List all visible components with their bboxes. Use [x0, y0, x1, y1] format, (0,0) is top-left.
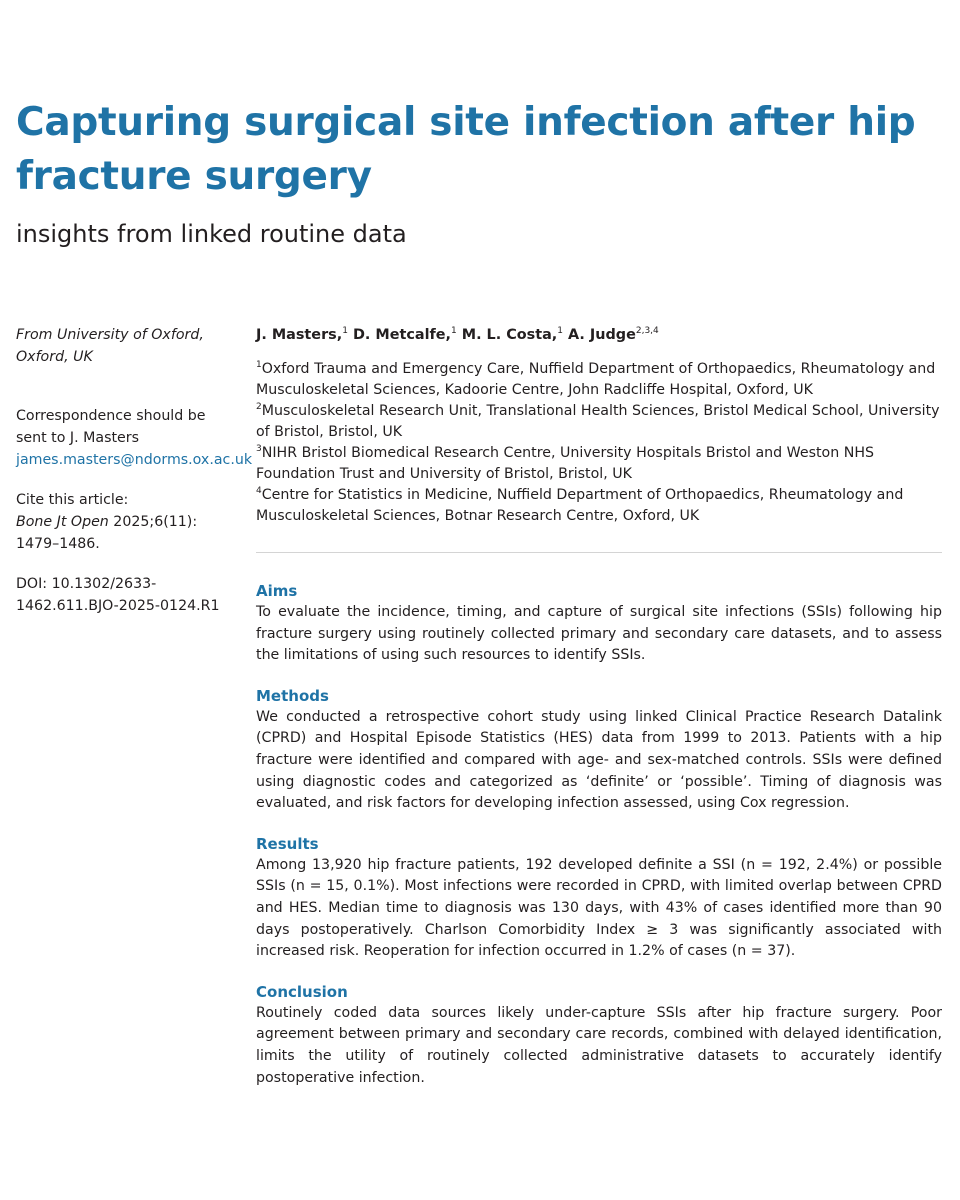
affiliation-sup: 2: [256, 402, 262, 412]
abstract-conclusion: [256, 981, 942, 1089]
affiliation-text: NIHR Bristol Biomedical Research Centre, University Hospitals Bristol and Weston NHS Foundation Trust and University of Bristol, Bristol, UK: [256, 445, 875, 482]
correspondence-email-link[interactable]: james.masters@ndorms.ox.ac.uk: [16, 452, 253, 468]
article-sidebar: [16, 324, 253, 617]
affiliation-text: Centre for Statistics in Medicine, Nuffield Department of Orthopaedics, Rheumatology and Musculoskeletal Sciences, Botnar Research Centre, Oxford, UK: [256, 487, 904, 524]
abstract: [256, 580, 942, 1107]
section-divider: [256, 552, 942, 553]
author-sup: 1: [451, 326, 457, 336]
author: M. L. Costa,: [461, 327, 558, 343]
affiliation-sup: 1: [256, 360, 262, 370]
results-text: Among 13,920 hip fracture patients, 192 developed definite a SSI (n = 192, 2.4%) or possible SSIs (n = 15, 0.1%). Most infections were recorded in CPRD, with limited overlap between CPRD and HES. Median time to diagnosis was 130 days, with 43% of cases identified more than 90 days postoperatively. Charlson Comorbidity Index ≥ 3 was significantly associated with increased risk. Reoperation for infection occurred in 1.2% of cases (n = 37).: [256, 856, 942, 960]
correspondence-text: Correspondence should be sent to J. Masters: [16, 408, 206, 446]
author: A. Judge: [568, 327, 636, 343]
article-subtitle: insights from linked routine data: [16, 220, 407, 248]
affiliation: [256, 401, 942, 443]
methods-text: We conducted a retrospective cohort study using linked Clinical Practice Research Datalink (CPRD) and Hospital Episode Statistics (HES) data from 1999 to 2013. Patients with a hip fracture were identified and compared with age- and sex-matched controls. SSIs were defined using diagnostic codes and categorized as ‘definite’ or ‘possible’. Timing of diagnosis was evaluated, and risk factors for developing infection assessed, using Cox regression.: [256, 708, 942, 812]
affiliation-sup: 3: [256, 444, 262, 454]
from-line-1: From University of Oxford,: [16, 327, 204, 343]
from-institution: [16, 324, 238, 368]
affiliation-text: Musculoskeletal Research Unit, Translational Health Sciences, Bristol Medical School, University of Bristol, Bristol, UK: [256, 403, 940, 440]
author: J. Masters,: [256, 327, 343, 343]
abstract-methods: [256, 685, 942, 815]
conclusion-heading: Conclusion: [256, 982, 348, 1001]
aims-heading: Aims: [256, 582, 298, 600]
author-sup: 2,3,4: [635, 326, 659, 336]
citation: [16, 489, 238, 555]
conclusion-text: Routinely coded data sources likely under-capture SSIs after hip fracture surgery. Poor agreement between primary and secondary care records, combined with delayed identification, limits the utility of routinely collected administrative datasets to accurately identify postoperative infection.: [256, 1004, 942, 1086]
doi: DOI: 10.1302/2633-1462.611.BJO-2025-0124.R1: [16, 576, 220, 614]
correspondence: [16, 405, 253, 471]
affiliation: [256, 359, 942, 401]
affiliation: [256, 443, 942, 485]
affiliation-text: Oxford Trauma and Emergency Care, Nuffield Department of Orthopaedics, Rheumatology and Musculoskeletal Sciences, Kadoorie Centre, John Radcliffe Hospital, Oxford, UK: [256, 361, 936, 398]
cite-details: 2025;6(11): 1479–1486.: [16, 514, 198, 552]
methods-heading: Methods: [256, 686, 329, 705]
aims-text: To evaluate the incidence, timing, and capture of surgical site infections (SSIs) following hip fracture surgery using routinely collected primary and secondary care datasets, and to assess the limitations of using such resources to identify SSIs.: [256, 604, 942, 664]
article-title: Capturing surgical site infection after hip fracture surgery: [16, 100, 916, 199]
abstract-results: [256, 833, 942, 963]
author-sup: 1: [557, 326, 563, 336]
author-list: [256, 324, 942, 346]
affiliation: [256, 485, 942, 527]
author: D. Metcalfe,: [352, 327, 451, 343]
author-block: [256, 324, 942, 527]
from-line-2: Oxford, UK: [16, 349, 93, 365]
cite-label: Cite this article:: [16, 492, 129, 508]
results-heading: Results: [256, 834, 319, 853]
author-sup: 1: [342, 326, 348, 336]
abstract-aims: [256, 580, 942, 667]
affiliation-sup: 4: [256, 486, 262, 496]
cite-journal: Bone Jt Open: [16, 514, 109, 530]
